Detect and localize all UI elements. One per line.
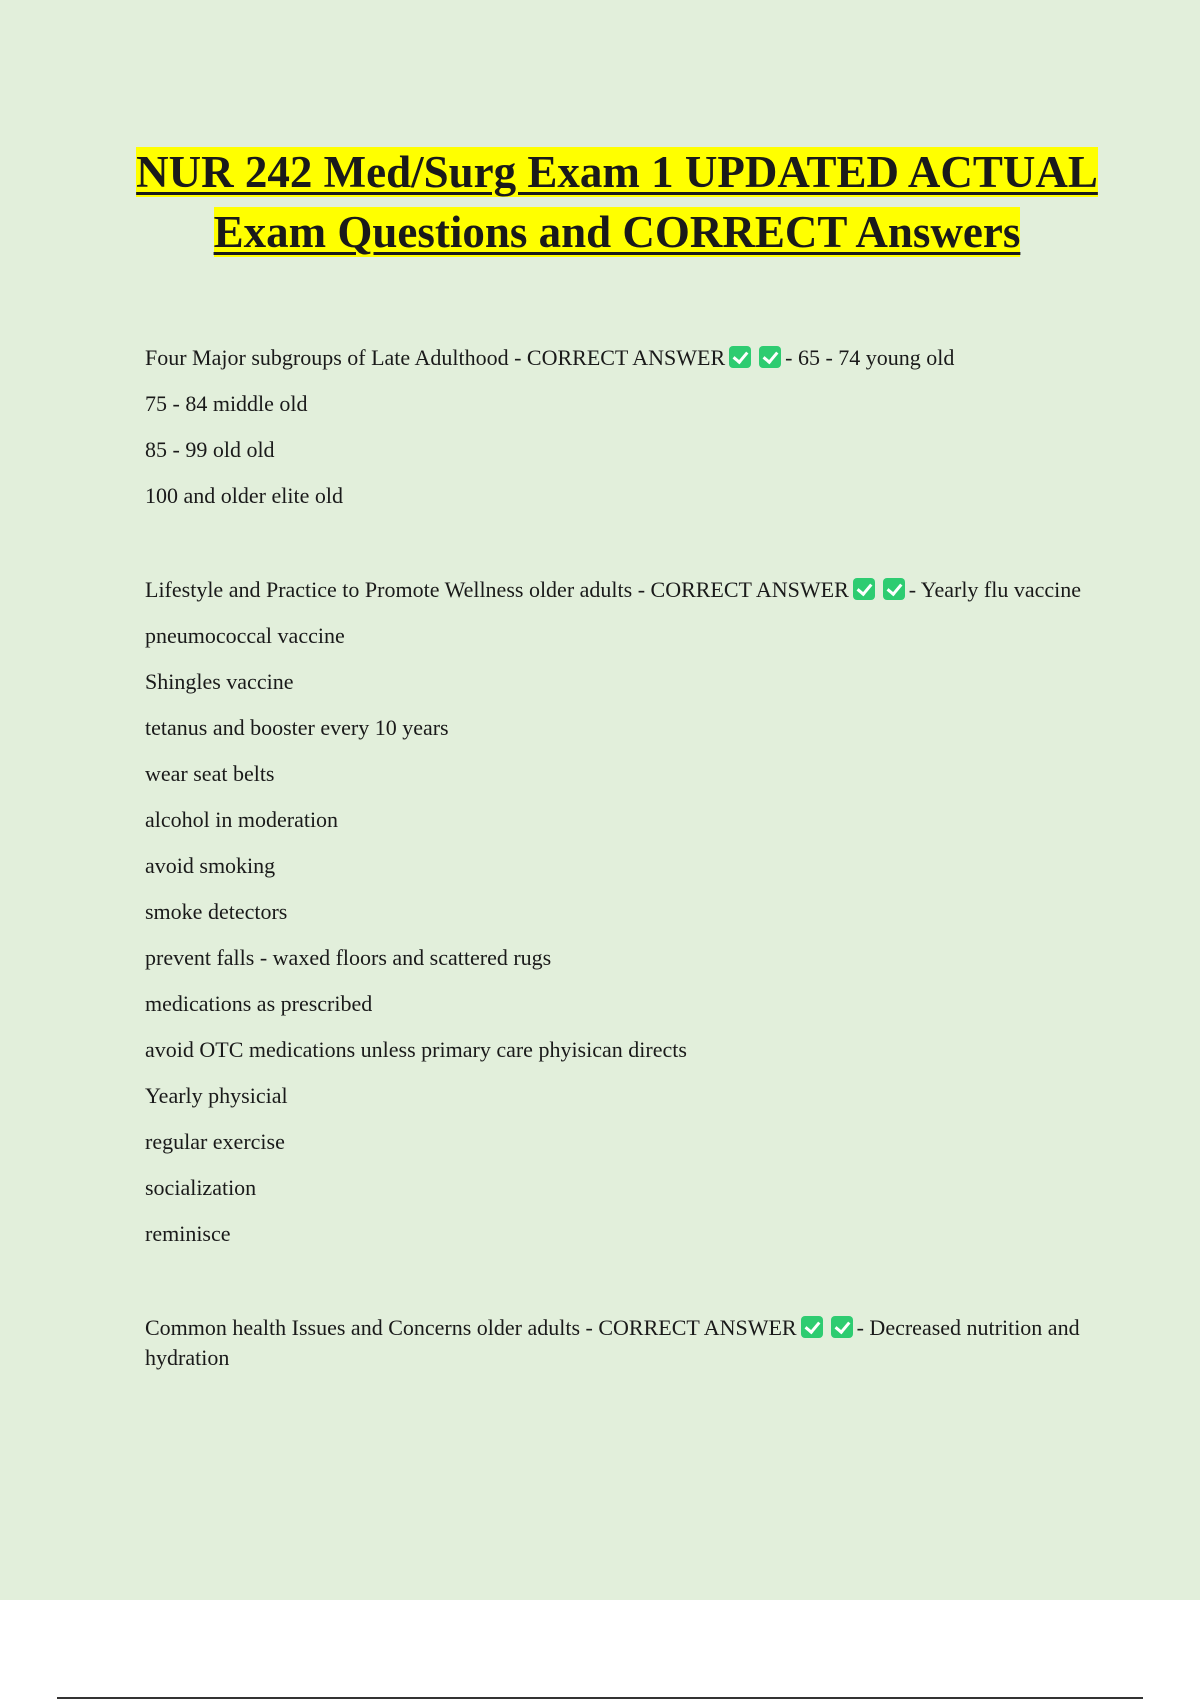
question-line — [145, 575, 1085, 605]
check-mark-icon — [801, 1316, 823, 1338]
answer-start: - 65 - 74 young old — [785, 345, 955, 370]
answer-line: wear seat belts — [145, 761, 275, 786]
answer-line: medications as prescribed — [145, 991, 373, 1016]
question-line — [145, 343, 1085, 373]
document-content — [145, 343, 1085, 1389]
answer-line: avoid smoking — [145, 853, 276, 878]
question-text: Four Major subgroups of Late Adulthood - CORRECT ANSWER — [145, 345, 726, 370]
check-mark-icon — [729, 346, 751, 368]
answer-start: - Decreased nutrition and hydration — [145, 1315, 1080, 1370]
document-title-text: NUR 242 Med/Surg Exam 1 UPDATED ACTUAL Exam Questions and CORRECT Answers — [136, 147, 1098, 257]
answer-line: reminisce — [145, 1221, 231, 1246]
question-line — [145, 1313, 1085, 1373]
check-mark-icon — [831, 1316, 853, 1338]
check-mark-icon — [883, 578, 905, 600]
section-spacer — [145, 527, 1085, 575]
qa-section — [145, 1313, 1085, 1373]
answer-line: avoid OTC medications unless primary care phyisican directs — [145, 1037, 687, 1062]
answer-line: 85 - 99 old old — [145, 437, 275, 462]
qa-section — [145, 343, 1085, 511]
section-spacer — [145, 1265, 1085, 1313]
qa-section — [145, 575, 1085, 1249]
question-text: Common health Issues and Concerns older adults - CORRECT ANSWER — [145, 1315, 797, 1340]
answer-line: regular exercise — [145, 1129, 285, 1154]
footer-divider — [57, 1697, 1143, 1699]
document-title — [100, 142, 1134, 262]
answer-line: 100 and older elite old — [145, 483, 343, 508]
answer-line: alcohol in moderation — [145, 807, 339, 832]
answer-line: socialization — [145, 1175, 257, 1200]
question-text: Lifestyle and Practice to Promote Wellness older adults - CORRECT ANSWER — [145, 577, 849, 602]
check-mark-icon — [853, 578, 875, 600]
answer-line: Shingles vaccine — [145, 669, 294, 694]
check-mark-icon — [759, 346, 781, 368]
answer-start: - Yearly flu vaccine — [908, 577, 1082, 602]
answer-line: pneumococcal vaccine — [145, 623, 345, 648]
answer-line: prevent falls - waxed floors and scattered rugs — [145, 945, 552, 970]
answer-line: Yearly physicial — [145, 1083, 288, 1108]
answer-line: tetanus and booster every 10 years — [145, 715, 449, 740]
answer-line: smoke detectors — [145, 899, 288, 924]
answer-line: 75 - 84 middle old — [145, 391, 308, 416]
